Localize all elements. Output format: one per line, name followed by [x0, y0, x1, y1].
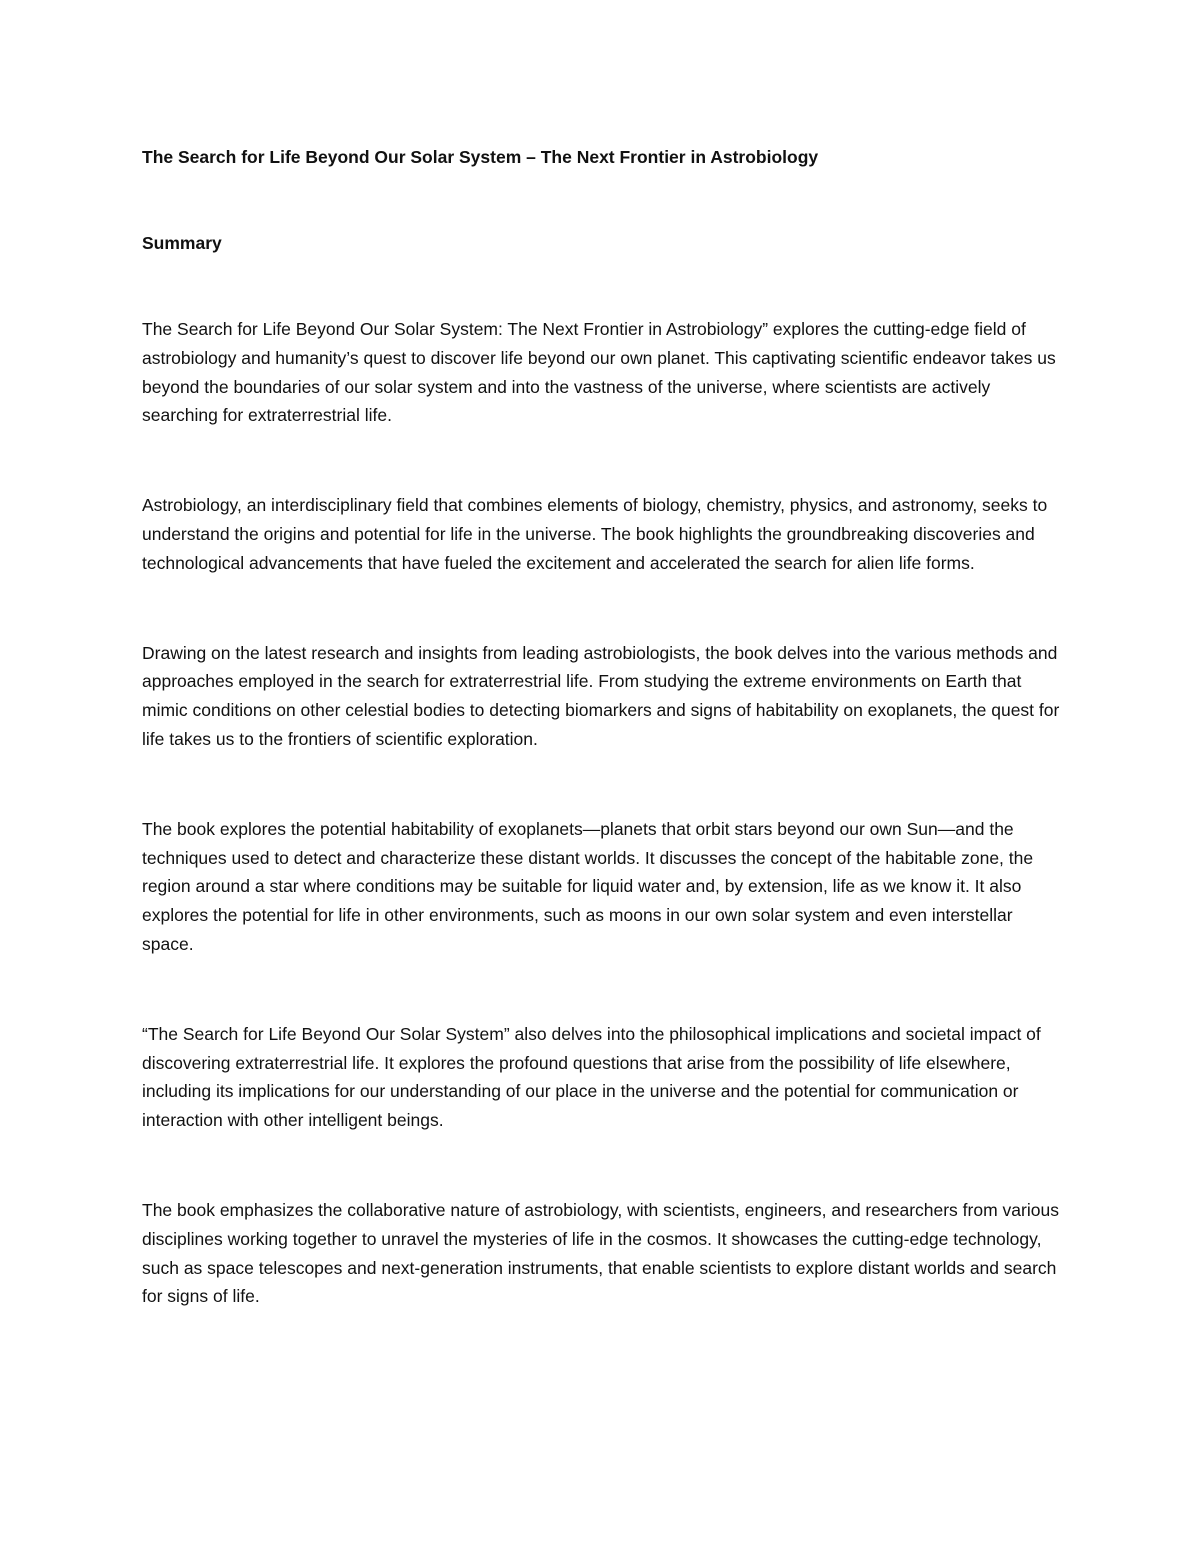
paragraph-6: The book emphasizes the collaborative nature of astrobiology, with scientists, engineers, and researchers from various disciplines working together to unravel the mysteries of life in the cosmos. It showcases the cutting-edge technology, such as space telescopes and next-generation instruments, that enable scientists to explore distant worlds and search for signs of life. [142, 1199, 1059, 1307]
paragraph-5: “The Search for Life Beyond Our Solar System” also delves into the philosophical implications and societal impact of discovering extraterrestrial life. It explores the profound questions that arise from the possibility of life elsewhere, including its implications for our understanding of our place in the universe and the potential for communication or interaction with other intelligent beings. [142, 1023, 1041, 1131]
paragraph-2: Astrobiology, an interdisciplinary field that combines elements of biology, chemistry, physics, and astronomy, seeks to understand the origins and potential for life in the universe. The book highlights the groundbreaking discoveries and technological advancements that have fueled the excitement and accelerated the search for alien life forms. [142, 495, 1048, 573]
document-body [142, 143, 1062, 1311]
paragraph-3: Drawing on the latest research and insights from leading astrobiologists, the book delves into the various methods and approaches employed in the search for extraterrestrial life. From studying the extreme environments on Earth that mimic conditions on other celestial bodies to detecting biomarkers and signs of habitability on exoplanets, the quest for life takes us to the frontiers of scientific exploration. [142, 642, 1060, 749]
document-title: The Search for Life Beyond Our Solar System – The Next Frontier in Astrobiology [142, 147, 819, 167]
paragraph-1: The Search for Life Beyond Our Solar System: The Next Frontier in Astrobiology” explores the cutting-edge field of astrobiology and humanity’s quest to discover life beyond our own planet. This captivating scientific endeavor takes us beyond the boundaries of our solar system and into the vastness of the universe, where scientists are actively searching for extraterrestrial life. [142, 319, 1056, 426]
paragraph-4: The book explores the potential habitability of exoplanets—planets that orbit stars beyond our own Sun—and the techniques used to detect and characterize these distant worlds. It discusses the concept of the habitable zone, the region around a star where conditions may be suitable for liquid water and, by extension, life as we know it. It also explores the potential for life in other environments, such as moons in our own solar system and even interstellar space. [142, 818, 1034, 954]
section-heading-summary: Summary [142, 233, 222, 253]
